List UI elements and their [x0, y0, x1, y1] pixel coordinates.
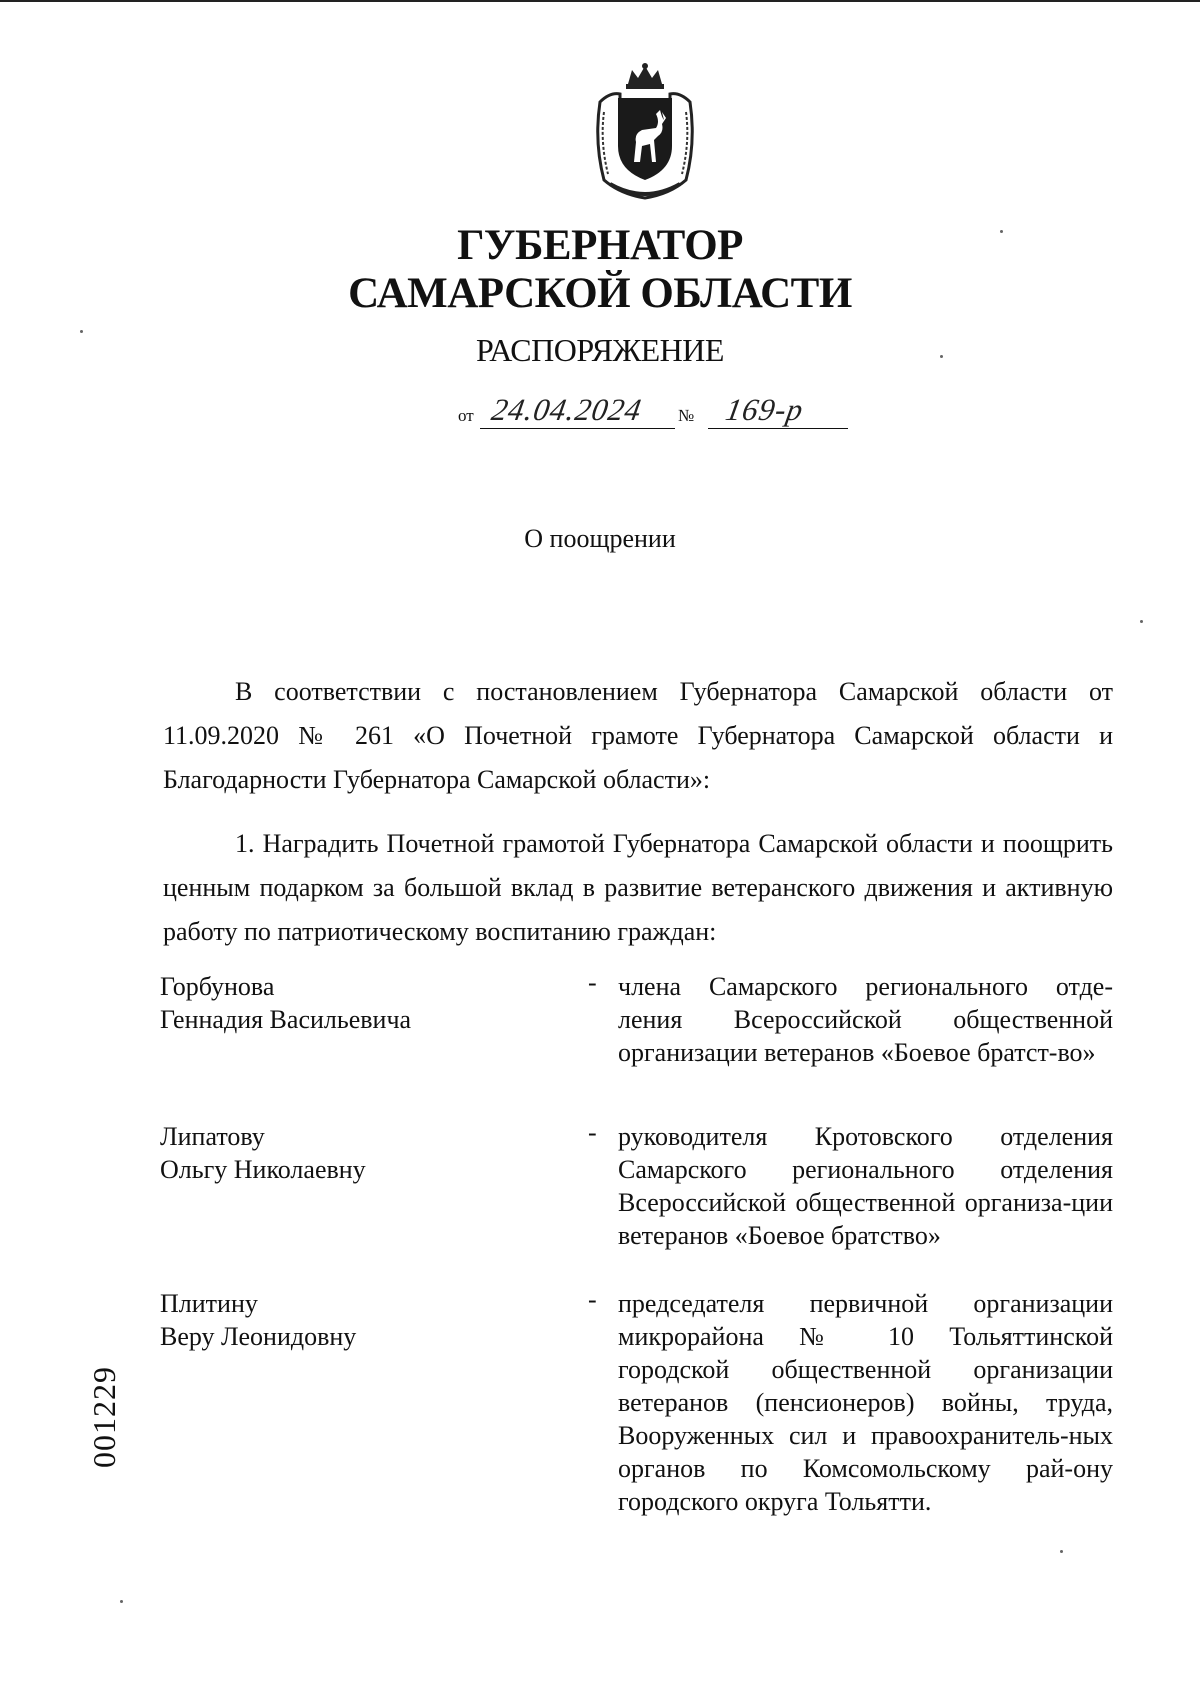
date-number-line	[458, 392, 848, 442]
handwritten-number: 169-р	[723, 392, 807, 427]
awardee-surname: Горбунова	[160, 972, 275, 1001]
coat-of-arms-icon	[590, 62, 700, 202]
document-type: РАСПОРЯЖЕНИЕ	[476, 332, 724, 368]
awardee-surname: Плитину	[160, 1289, 258, 1318]
scan-speck	[120, 1600, 123, 1603]
scan-speck	[1000, 230, 1003, 233]
handwritten-date: 24.04.2024	[489, 392, 645, 427]
awardee-given-names: Геннадия Васильевича	[160, 1005, 412, 1034]
awardee-position: члена Самарского регионального отде-ления Всероссийской общественной организации ветеранов «Боевое братст-во»	[618, 972, 1113, 1067]
side-serial-number: 001229	[86, 1366, 122, 1468]
awardee-position: руководителя Кротовского отделения Самарского регионального отделения Всероссийской общественной организа-ции ветеранов «Боевое братство»	[618, 1122, 1113, 1250]
list-dash: -	[588, 968, 597, 997]
number-prefix: №	[678, 406, 695, 425]
awardee-given-names: Веру Леонидовну	[160, 1322, 357, 1351]
preamble-paragraph	[163, 670, 1113, 802]
number-underline	[708, 428, 848, 429]
scan-speck	[80, 330, 83, 333]
awardee-name	[160, 1120, 580, 1186]
awardee-surname: Липатову	[160, 1122, 265, 1151]
awardee-name	[160, 1287, 580, 1353]
list-dash: -	[588, 1118, 597, 1147]
item-1-paragraph	[163, 822, 1113, 954]
authority-title-line1: ГУБЕРНАТОР	[457, 222, 743, 269]
top-edge-line	[0, 0, 1200, 2]
awardee-given-names: Ольгу Николаевну	[160, 1155, 366, 1184]
item-1-text: 1. Наградить Почетной грамотой Губернатора Самарской области и поощрить ценным подарком за большой вклад в развитие ветеранского движения и активную работу по патриотическому воспитанию граждан:	[163, 829, 1113, 946]
preamble-text: В соответствии с постановлением Губернатора Самарской области от 11.09.2020 № 261 «О Почетной грамоте Губернатора Самарской области и Благодарности Губернатора Самарской области»:	[163, 677, 1113, 794]
list-dash: -	[588, 1285, 597, 1314]
scan-speck	[940, 355, 943, 358]
awardee-name	[160, 970, 580, 1036]
authority-title-line2: САМАРСКОЙ ОБЛАСТИ	[348, 270, 852, 317]
scan-speck	[1060, 1550, 1063, 1553]
awardee-position: председателя первичной организации микрорайона № 10 Тольяттинской городской общественной организации ветеранов (пенсионеров) войны, труда, Вооруженных сил и правоохранитель-ных органов по Комсомольскому рай-ону городского округа Тольятти.	[618, 1289, 1113, 1516]
document-subject: О поощрении	[524, 524, 676, 553]
date-prefix: от	[458, 406, 474, 425]
date-underline	[480, 428, 675, 429]
scan-speck	[1140, 620, 1143, 623]
